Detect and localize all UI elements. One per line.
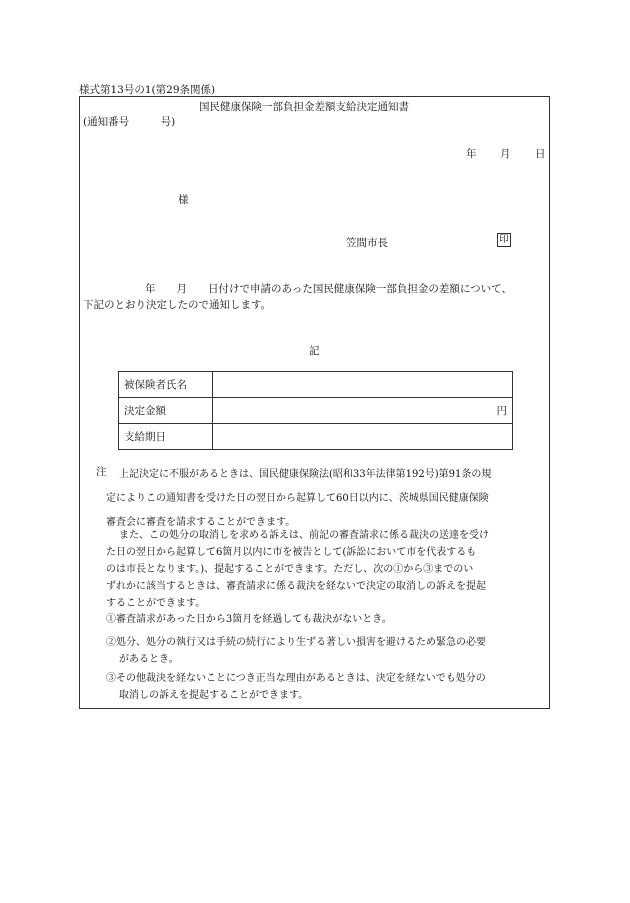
intro-line-1: 年 月 日付けで申請のあった国民健康保険一部負担金の差額について、: [145, 283, 512, 295]
payment-date-label: 支給期日: [119, 424, 213, 450]
notice-number: (通知番号 号): [83, 116, 176, 128]
insured-name-value: [213, 372, 513, 398]
note-p2-line: た日の翌日から起算して6箇月以内に市を被告として(訴訟において市を代表するも: [106, 547, 477, 558]
ki-heading: 記: [309, 345, 320, 357]
note-p2-line: ずれかに該当するときは、審査請求に係る裁決を経ないで決定の取消しの訴えを提起: [106, 581, 486, 592]
amount-label: 決定金額: [119, 398, 213, 424]
note-item-line: があるとき。: [119, 654, 179, 665]
note-item-2: [106, 634, 486, 668]
note-p1-line: 審査会に審査を請求することができます。: [106, 517, 296, 528]
note-item-1: [106, 611, 392, 628]
table-row: [119, 372, 513, 398]
issuer: 笠間市長: [346, 237, 388, 249]
note-item-line: ①審査請求があった日から3箇月を経過しても裁決がないとき。: [106, 614, 392, 625]
note-item-line: ③その他裁決を経ないことにつき正当な理由があるときは、決定を経ないでも処分の: [106, 673, 486, 684]
note-mark: 注: [96, 466, 107, 478]
note-item-line: ②処分、処分の執行又は手続の続行により生ずる著しい損害を避けるため緊急の必要: [106, 637, 486, 648]
table-row: [119, 424, 513, 450]
note-paragraph-1: [106, 463, 492, 535]
amount-value: 円: [213, 398, 513, 424]
addressee-suffix: 様: [178, 194, 189, 206]
intro-line-2: 下記のとおり決定したので通知します。: [83, 299, 272, 311]
note-p1-line: 上記決定に不服があるときは、国民健康保険法(昭和33年法律第192号)第91条の規: [119, 469, 492, 480]
date-day: 日: [535, 148, 546, 160]
note-p2-line: のは市長となります。)、提起することができます。ただし、次の①から③までのい: [106, 564, 474, 575]
date-month: 月: [500, 148, 511, 160]
note-p2-line: また、この処分の取消しを求める訴えは、前記の審査請求に係る裁決の送達を受け: [119, 530, 489, 541]
insured-name-label: 被保険者氏名: [119, 372, 213, 398]
date-year: 年: [466, 148, 477, 160]
document-title: 国民健康保険一部負担金差額支給決定通知書: [199, 101, 409, 113]
note-p2-line: することができます。: [106, 598, 206, 609]
table-row: [119, 398, 513, 424]
note-item-3: [106, 670, 486, 704]
form-number: 様式第13号の1(第29条関係): [79, 84, 216, 96]
details-table: [118, 371, 513, 450]
note-item-line: 取消しの訴えを提起することができます。: [119, 690, 309, 701]
note-paragraph-2: [106, 527, 489, 612]
payment-date-value: [213, 424, 513, 450]
seal-mark: 印: [497, 233, 511, 247]
note-p1-line: 定によりこの通知書を受けた日の翌日から起算して60日以内に、茨城県国民健康保険: [106, 493, 489, 504]
